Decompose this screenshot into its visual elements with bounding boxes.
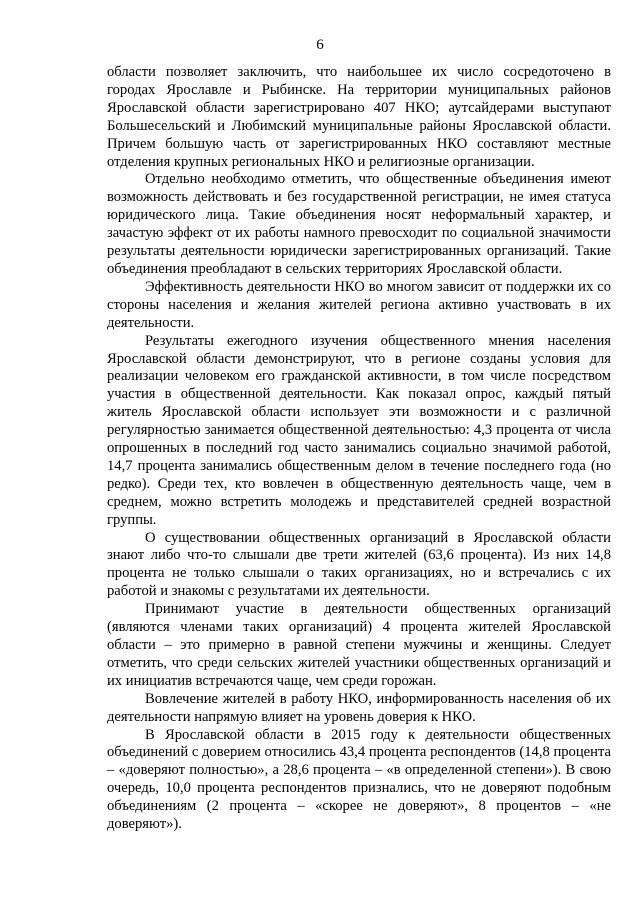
document-body bbox=[107, 64, 611, 834]
paragraph-3: Эффективность деятельности НКО во многом зависит от поддержки их со стороны населения и желания жителей региона активно участвовать в их деятельности. bbox=[107, 278, 611, 331]
paragraph-4: Результаты ежегодного изучения общественного мнения населения Ярославской области демонстрируют, что в регионе созданы условия для реализации человеком его гражданской активности, в том числе посредством участия в общественной деятельности. Как показал опрос, каждый пятый житель Ярославской области использует эти возможности и с различной регулярностью занимается общественной деятельностью: 4,3 процента от числа опрошенных в последний год часто занимались социально значимой работой, 14,7 процента занимались общественным делом в течение последнего года (но редко). Среди тех, кто вовлечен в общественную деятельность чаще, чем в среднем, можно встретить молодежь и представителей средней возрастной группы. bbox=[107, 332, 611, 528]
paragraph-8: В Ярославской области в 2015 году к деятельности общественных объединений с доверием относились 43,4 процента респондентов (14,8 процента – «доверяют полностью», а 28,6 процента – «в определенной степени»). В свою очередь, 10,0 процента респондентов признались, что не доверяют подобным объединениям (2 процента – «скорее не доверяют», 8 процентов – «не доверяют»). bbox=[107, 726, 611, 833]
paragraph-5: О существовании общественных организаций в Ярославской области знают либо что-то слышали две трети жителей (63,6 процента). Из них 14,8 процента не только слышали о таких организациях, но и встречались с их работой и знакомы с результатами их деятельности. bbox=[107, 529, 611, 600]
paragraph-1: области позволяет заключить, что наибольшее их число сосредоточено в городах Ярославле и Рыбинске. На территории муниципальных районов Ярославской области зарегистрировано 407 НКО; аутсайдерами выступают Большесельский и Любимский муниципальные районы Ярославской области. Причем большую часть от зарегистрированных НКО составляют местные отделения крупных региональных НКО и религиозные организации. bbox=[107, 64, 611, 170]
paragraph-2: Отдельно необходимо отметить, что общественные объединения имеют возможность действовать и без государственной регистрации, не имея статуса юридического лица. Такие объединения носят неформальный характер, и зачастую эффект от их работы намного превосходит по социальной значимости результаты деятельности юридически зарегистрированных организаций. Такие объединения преобладают в сельских территориях Ярославской области. bbox=[107, 171, 611, 277]
page-number: 6 bbox=[316, 37, 324, 53]
paragraph-7: Вовлечение жителей в работу НКО, информированность населения об их деятельности напрямую влияет на уровень доверия к НКО. bbox=[107, 690, 611, 725]
paragraph-6: Принимают участие в деятельности общественных организаций (являются членами таких организаций) 4 процента жителей Ярославской области – это примерно в равной степени мужчины и женщины. Следует отметить, что среди сельских жителей участники общественных организаций и их инициатив встречаются чаще, чем среди горожан. bbox=[107, 601, 611, 689]
